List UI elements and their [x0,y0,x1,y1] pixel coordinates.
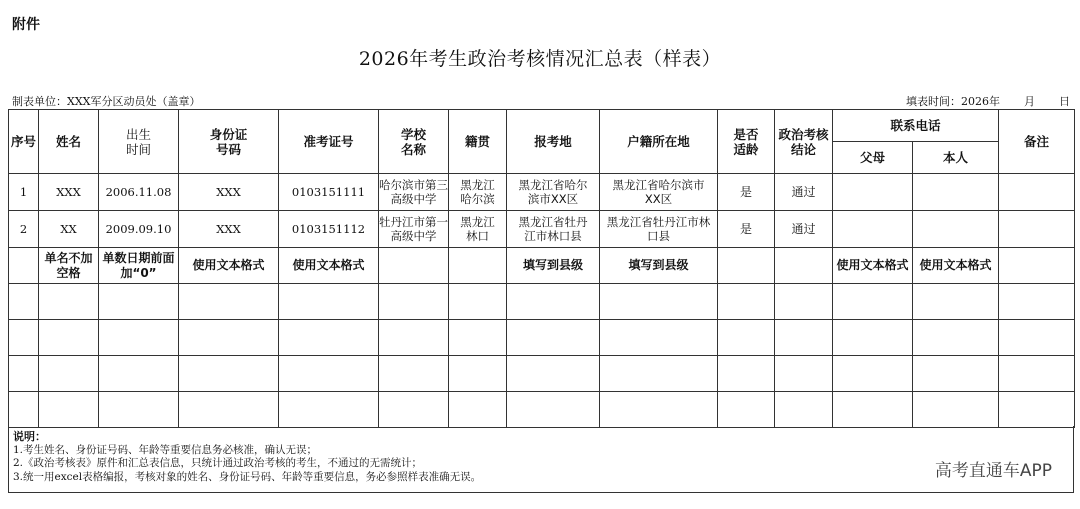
cell-native-text: 黑龙江哈尔滨 [460,178,495,206]
table-row [9,211,1075,248]
cell-age-ok: 是 [718,211,775,248]
note-item: 1.考生姓名、身份证号码、年龄等重要信息务必核准，确认无误； [13,443,318,456]
cell-seq: 2 [9,211,39,248]
cell-empty [9,248,39,284]
header-row-1 [9,110,1075,142]
unit-label: 制表单位：XXX军分区动员处（盖章） [12,95,201,108]
cell-empty [775,248,833,284]
cell-school: 牡丹江市第一高级中学 [379,211,449,248]
col-age-ok [718,110,775,174]
cell-parents [833,174,913,211]
col-political [775,110,833,174]
cell-household [600,174,718,211]
cell-political: 通过 [775,174,833,211]
note-id: 使用文本格式 [179,248,279,284]
cell-household-text: 黑龙江省哈尔滨市XX区 [612,178,705,206]
note-birth: 单数日期前面加“0” [99,248,179,284]
cell-name: XXX [39,174,99,211]
cell-political: 通过 [775,211,833,248]
fill-time-day: 日 [1059,95,1070,108]
note-name: 单名不加空格 [39,248,99,284]
attachment-label: 附件 [12,17,40,33]
note-self: 使用文本格式 [913,248,999,284]
cell-name: XX [39,211,99,248]
note-item: 2.《政治考核表》原件和汇总表信息，只统计通过政治考核的考生，不通过的无需统计； [13,457,423,469]
cell-empty [718,248,775,284]
cell-exam-no: 0103151111 [279,174,379,211]
cell-apply-place-text: 黑龙江省牡丹江市林口县 [518,215,588,243]
cell-age-ok: 是 [718,174,775,211]
cell-remark [999,211,1075,248]
col-remark: 备注 [999,110,1075,174]
cell-household [600,211,718,248]
col-contact: 联系电话 [833,110,999,142]
notes-title: 说明： [13,430,46,443]
notes-section [8,426,1074,493]
note-exam-no: 使用文本格式 [279,248,379,284]
col-native: 籍贯 [449,110,507,174]
cell-id: XXX [179,211,279,248]
col-self: 本人 [913,142,999,174]
note-household: 填写到县级 [600,248,718,284]
cell-native [449,174,507,211]
col-political-label: 政治考核结论 [778,126,829,157]
col-household: 户籍所在地 [600,110,718,174]
note-item: 3.统一用excel表格编报，考核对象的姓名、身份证号码、年龄等重要信息，务必参照样表准确无误。 [13,470,482,483]
cell-native [449,211,507,248]
cell-empty [449,248,507,284]
cell-remark [999,174,1075,211]
cell-parents [833,211,913,248]
col-parents: 父母 [833,142,913,174]
col-seq: 序号 [9,110,39,174]
format-note-row [9,248,1075,284]
cell-apply-place-text: 黑龙江省哈尔滨市XX区 [518,178,588,206]
empty-row [9,320,1075,356]
cell-apply-place [507,174,600,211]
cell-self [913,174,999,211]
cell-exam-no: 0103151112 [279,211,379,248]
col-name: 姓名 [39,110,99,174]
cell-apply-place [507,211,600,248]
cell-empty [379,248,449,284]
cell-birth: 2009.09.10 [99,211,179,248]
col-apply-place: 报考地 [507,110,600,174]
empty-row [9,356,1075,392]
col-id-label: 身份证号码 [209,126,248,157]
table-row [9,174,1075,211]
col-birth-label: 出生时间 [125,126,151,157]
col-school-label: 学校名称 [400,126,426,157]
note-parents: 使用文本格式 [833,248,913,284]
cell-empty [999,248,1075,284]
cell-household-text: 黑龙江省牡丹江市林口县 [606,215,711,243]
col-birth [99,110,179,174]
col-exam-no: 准考证号 [279,110,379,174]
note-apply-place: 填写到县级 [507,248,600,284]
fill-time [906,93,1070,109]
empty-row [9,284,1075,320]
col-age-ok-label: 是否适龄 [733,126,759,157]
col-id [179,110,279,174]
cell-self [913,211,999,248]
fill-time-month: 月 [1024,95,1035,108]
cell-school: 哈尔滨市第三高级中学 [379,174,449,211]
cell-id: XXX [179,174,279,211]
document-title: 2026年考生政治考核情况汇总表（样表） [358,48,722,70]
fill-time-label: 填表时间：2026年 [906,95,1000,108]
col-school [379,110,449,174]
summary-table [8,109,1075,428]
empty-row [9,392,1075,428]
cell-native-text: 黑龙江林口 [460,215,495,243]
cell-seq: 1 [9,174,39,211]
watermark: 高考直通车APP [934,461,1052,481]
cell-birth: 2006.11.08 [99,174,179,211]
